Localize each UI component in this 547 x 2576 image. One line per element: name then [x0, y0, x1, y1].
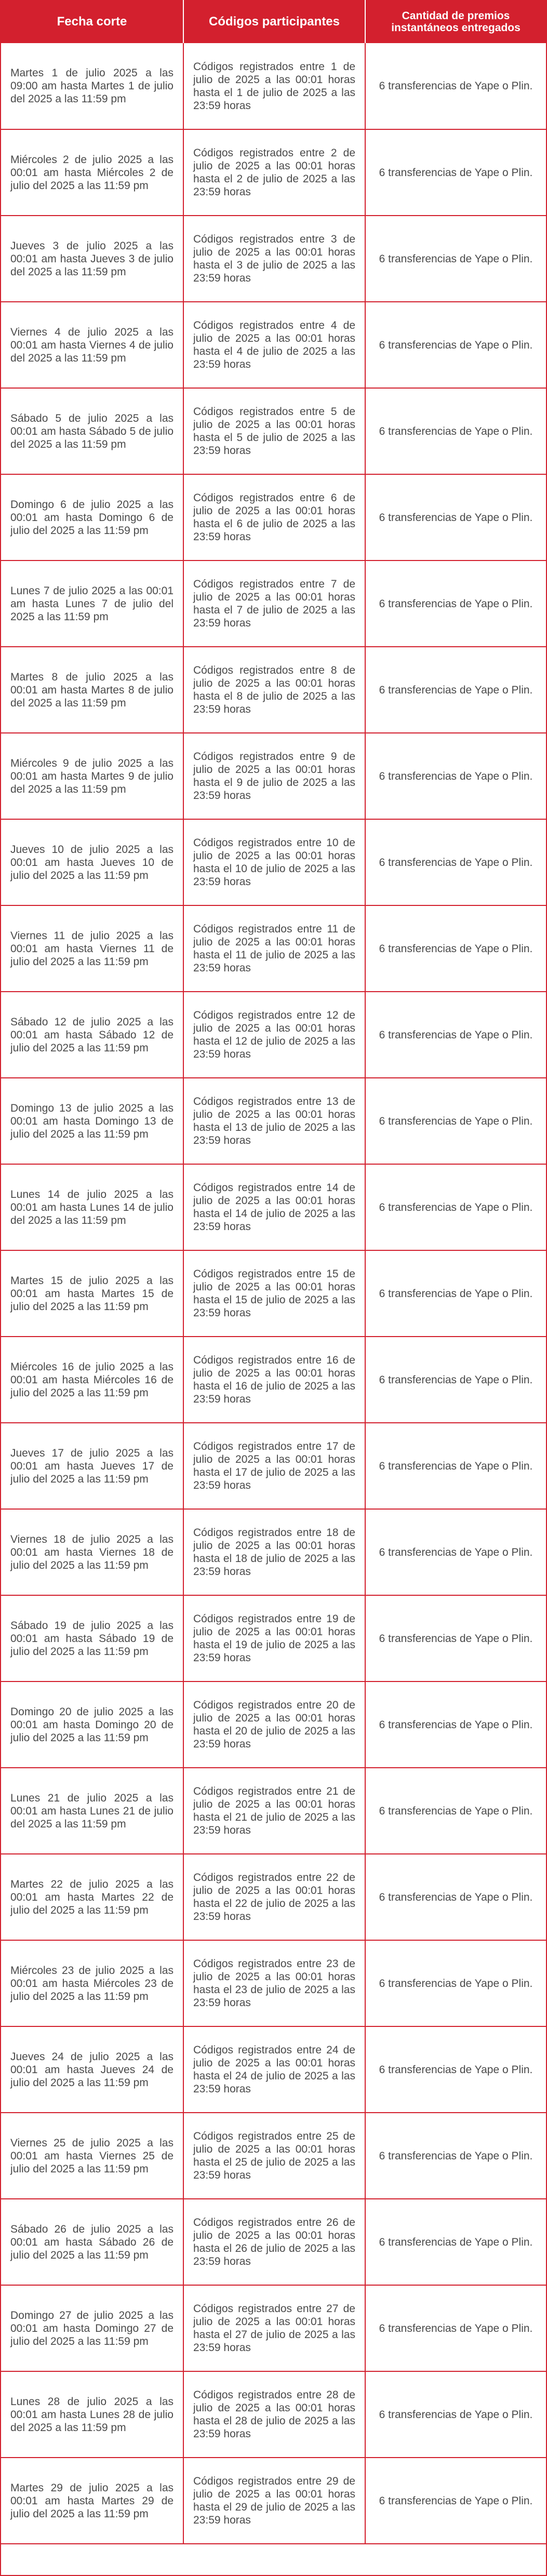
table-row — [1, 302, 546, 388]
cell-cantidad-premios: 6 transferencias de Yape o Plin. — [365, 819, 546, 905]
cell-cantidad-premios: 6 transferencias de Yape o Plin. — [365, 992, 546, 1078]
table-row — [1, 1078, 546, 1164]
cell-fecha-corte: Domingo 27 de julio 2025 a las 00:01 am hasta Domingo 27 de julio del 2025 a las 11:59 pm — [1, 2285, 183, 2371]
cell-cantidad-premios: 6 transferencias de Yape o Plin. — [365, 1940, 546, 2026]
cell-fecha-corte: Viernes 18 de julio 2025 a las 00:01 am hasta Viernes 18 de julio del 2025 a las 11:59 pm — [1, 1509, 183, 1595]
cell-fecha-corte: Viernes 4 de julio 2025 a las 00:01 am hasta Viernes 4 de julio del 2025 a las 11:59 pm — [1, 302, 183, 388]
table-row — [1, 647, 546, 733]
cell-cantidad-premios: 6 transferencias de Yape o Plin. — [365, 1337, 546, 1423]
table-row — [1, 2285, 546, 2371]
cell-cantidad-premios: 6 transferencias de Yape o Plin. — [365, 43, 546, 129]
cell-cantidad-premios: 6 transferencias de Yape o Plin. — [365, 1595, 546, 1681]
cell-fecha-corte: Martes 8 de julio 2025 a las 00:01 am hasta Martes 8 de julio del 2025 a las 11:59 pm — [1, 647, 183, 733]
table-row — [1, 2199, 546, 2285]
cell-cantidad-premios: 6 transferencias de Yape o Plin. — [365, 129, 546, 216]
cell-codigos-participantes: Códigos registrados entre 2 de julio de 2025 a las 00:01 horas hasta el 2 de julio de 2025 a las 23:59 horas — [183, 129, 365, 216]
cell-codigos-participantes: Códigos registrados entre 21 de julio de 2025 a las 00:01 horas hasta el 21 de julio de 2025 a las 23:59 horas — [183, 1768, 365, 1854]
cell-fecha-corte: Sábado 12 de julio 2025 a las 00:01 am hasta Sábado 12 de julio del 2025 a las 11:59 pm — [1, 992, 183, 1078]
cell-fecha-corte: Martes 29 de julio 2025 a las 00:01 am hasta Martes 29 de julio del 2025 a las 11:59 pm — [1, 2458, 183, 2544]
cell-codigos-participantes: Códigos registrados entre 13 de julio de 2025 a las 00:01 horas hasta el 13 de julio de 2025 a las 23:59 horas — [183, 1078, 365, 1164]
cell-fecha-corte: Sábado 26 de julio 2025 a las 00:01 am hasta Sábado 26 de julio del 2025 a las 11:59 pm — [1, 2199, 183, 2285]
cell-cantidad-premios: 6 transferencias de Yape o Plin. — [365, 905, 546, 992]
table-row — [1, 43, 546, 129]
cell-fecha-corte: Viernes 25 de julio 2025 a las 00:01 am hasta Viernes 25 de julio del 2025 a las 11:59 pm — [1, 2113, 183, 2199]
cell-cantidad-premios: 6 transferencias de Yape o Plin. — [365, 1164, 546, 1250]
cell-codigos-participantes: Códigos registrados entre 15 de julio de 2025 a las 00:01 horas hasta el 15 de julio de 2025 a las 23:59 horas — [183, 1250, 365, 1337]
cell-cantidad-premios: 6 transferencias de Yape o Plin. — [365, 647, 546, 733]
cell-codigos-participantes: Códigos registrados entre 17 de julio de 2025 a las 00:01 horas hasta el 17 de julio de 2025 a las 23:59 horas — [183, 1423, 365, 1509]
cell-codigos-participantes: Códigos registrados entre 19 de julio de 2025 a las 00:01 horas hasta el 19 de julio de 2025 a las 23:59 horas — [183, 1595, 365, 1681]
cell-fecha-corte: Martes 22 de julio 2025 a las 00:01 am hasta Martes 22 de julio del 2025 a las 11:59 pm — [1, 1854, 183, 1940]
cell-fecha-corte: Martes 15 de julio 2025 a las 00:01 am hasta Martes 15 de julio del 2025 a las 11:59 pm — [1, 1250, 183, 1337]
cell-fecha-corte: Lunes 28 de julio 2025 a las 00:01 am hasta Lunes 28 de julio del 2025 a las 11:59 pm — [1, 2371, 183, 2458]
table-row — [1, 1681, 546, 1768]
cell-codigos-participantes: Códigos registrados entre 10 de julio de 2025 a las 00:01 horas hasta el 10 de julio de 2025 a las 23:59 horas — [183, 819, 365, 905]
cell-fecha-corte: Lunes 14 de julio 2025 a las 00:01 am hasta Lunes 14 de julio del 2025 a las 11:59 pm — [1, 1164, 183, 1250]
cell-cantidad-premios: 6 transferencias de Yape o Plin. — [365, 1681, 546, 1768]
table-row — [1, 2458, 546, 2544]
table-row — [1, 1854, 546, 1940]
cell-cantidad-premios: 6 transferencias de Yape o Plin. — [365, 2371, 546, 2458]
header-cantidad-premios: Cantidad de premios instantáneos entregados — [365, 0, 546, 43]
cell-fecha-corte: Miércoles 2 de julio 2025 a las 00:01 am hasta Miércoles 2 de julio del 2025 a las 11:59 pm — [1, 129, 183, 216]
table-header — [1, 0, 546, 43]
table-row — [1, 1250, 546, 1337]
table-row — [1, 1595, 546, 1681]
cell-cantidad-premios: 6 transferencias de Yape o Plin. — [365, 2285, 546, 2371]
cell-codigos-participantes: Códigos registrados entre 3 de julio de 2025 a las 00:01 horas hasta el 3 de julio de 2025 a las 23:59 horas — [183, 216, 365, 302]
cell-cantidad-premios: 6 transferencias de Yape o Plin. — [365, 474, 546, 560]
cell-fecha-corte: Lunes 7 de julio 2025 a las 00:01 am hasta Lunes 7 de julio del 2025 a las 11:59 pm — [1, 560, 183, 647]
table-row — [1, 474, 546, 560]
cell-codigos-participantes: Códigos registrados entre 1 de julio de 2025 a las 00:01 horas hasta el 1 de julio de 2025 a las 23:59 horas — [183, 43, 365, 129]
cell-fecha-corte: Domingo 20 de julio 2025 a las 00:01 am hasta Domingo 20 de julio del 2025 a las 11:59 pm — [1, 1681, 183, 1768]
cell-codigos-participantes: Códigos registrados entre 6 de julio de 2025 a las 00:01 horas hasta el 6 de julio de 2025 a las 23:59 horas — [183, 474, 365, 560]
cell-cantidad-premios: 6 transferencias de Yape o Plin. — [365, 2458, 546, 2544]
table-row — [1, 1509, 546, 1595]
cell-fecha-corte: Miércoles 9 de julio 2025 a las 00:01 am hasta Martes 9 de julio del 2025 a las 11:59 pm — [1, 733, 183, 819]
schedule-table — [1, 0, 546, 2544]
cell-fecha-corte: Miércoles 23 de julio 2025 a las 00:01 am hasta Miércoles 23 de julio del 2025 a las 11:59 pm — [1, 1940, 183, 2026]
table-row — [1, 1423, 546, 1509]
table-row — [1, 2371, 546, 2458]
table-row — [1, 992, 546, 1078]
cell-cantidad-premios: 6 transferencias de Yape o Plin. — [365, 1078, 546, 1164]
table-row — [1, 560, 546, 647]
cell-fecha-corte: Jueves 3 de julio 2025 a las 00:01 am hasta Jueves 3 de julio del 2025 a las 11:59 pm — [1, 216, 183, 302]
cell-fecha-corte: Jueves 10 de julio 2025 a las 00:01 am hasta Jueves 10 de julio del 2025 a las 11:59 pm — [1, 819, 183, 905]
table-body — [1, 43, 546, 2544]
header-fecha-corte: Fecha corte — [1, 0, 183, 43]
cell-codigos-participantes: Códigos registrados entre 24 de julio de 2025 a las 00:01 horas hasta el 24 de julio de 2025 a las 23:59 horas — [183, 2026, 365, 2113]
cell-codigos-participantes: Códigos registrados entre 28 de julio de 2025 a las 00:01 horas hasta el 28 de julio de 2025 a las 23:59 horas — [183, 2371, 365, 2458]
cell-cantidad-premios: 6 transferencias de Yape o Plin. — [365, 216, 546, 302]
table-row — [1, 1768, 546, 1854]
table-row — [1, 216, 546, 302]
cell-cantidad-premios: 6 transferencias de Yape o Plin. — [365, 1423, 546, 1509]
table-row — [1, 388, 546, 474]
cell-codigos-participantes: Códigos registrados entre 14 de julio de 2025 a las 00:01 horas hasta el 14 de julio de 2025 a las 23:59 horas — [183, 1164, 365, 1250]
cell-codigos-participantes: Códigos registrados entre 8 de julio de 2025 a las 00:01 horas hasta el 8 de julio de 2025 a las 23:59 horas — [183, 647, 365, 733]
cell-fecha-corte: Sábado 5 de julio 2025 a las 00:01 am hasta Sábado 5 de julio del 2025 a las 11:59 pm — [1, 388, 183, 474]
cell-codigos-participantes: Códigos registrados entre 26 de julio de 2025 a las 00:01 horas hasta el 26 de julio de 2025 a las 23:59 horas — [183, 2199, 365, 2285]
cell-cantidad-premios: 6 transferencias de Yape o Plin. — [365, 302, 546, 388]
cell-fecha-corte: Viernes 11 de julio 2025 a las 00:01 am hasta Viernes 11 de julio del 2025 a las 11:59 pm — [1, 905, 183, 992]
cell-codigos-participantes: Códigos registrados entre 16 de julio de 2025 a las 00:01 horas hasta el 16 de julio de 2025 a las 23:59 horas — [183, 1337, 365, 1423]
cell-codigos-participantes: Códigos registrados entre 11 de julio de 2025 a las 00:01 horas hasta el 11 de julio de 2025 a las 23:59 horas — [183, 905, 365, 992]
cell-fecha-corte: Miércoles 16 de julio 2025 a las 00:01 am hasta Miércoles 16 de julio del 2025 a las 11:59 pm — [1, 1337, 183, 1423]
cell-codigos-participantes: Códigos registrados entre 25 de julio de 2025 a las 00:01 horas hasta el 25 de julio de 2025 a las 23:59 horas — [183, 2113, 365, 2199]
header-codigos-participantes: Códigos participantes — [183, 0, 365, 43]
cell-fecha-corte: Domingo 13 de julio 2025 a las 00:01 am hasta Domingo 13 de julio del 2025 a las 11:59 pm — [1, 1078, 183, 1164]
cell-codigos-participantes: Códigos registrados entre 29 de julio de 2025 a las 00:01 horas hasta el 29 de julio de 2025 a las 23:59 horas — [183, 2458, 365, 2544]
cell-cantidad-premios: 6 transferencias de Yape o Plin. — [365, 560, 546, 647]
table-row — [1, 1337, 546, 1423]
cell-codigos-participantes: Códigos registrados entre 12 de julio de 2025 a las 00:01 horas hasta el 12 de julio de 2025 a las 23:59 horas — [183, 992, 365, 1078]
cell-codigos-participantes: Códigos registrados entre 22 de julio de 2025 a las 00:01 horas hasta el 22 de julio de 2025 a las 23:59 horas — [183, 1854, 365, 1940]
cell-fecha-corte: Lunes 21 de julio 2025 a las 00:01 am hasta Lunes 21 de julio del 2025 a las 11:59 pm — [1, 1768, 183, 1854]
cell-codigos-participantes: Códigos registrados entre 9 de julio de 2025 a las 00:01 horas hasta el 9 de julio de 2025 a las 23:59 horas — [183, 733, 365, 819]
cell-cantidad-premios: 6 transferencias de Yape o Plin. — [365, 2113, 546, 2199]
cell-cantidad-premios: 6 transferencias de Yape o Plin. — [365, 2199, 546, 2285]
table-row — [1, 819, 546, 905]
cell-cantidad-premios: 6 transferencias de Yape o Plin. — [365, 2026, 546, 2113]
cell-fecha-corte: Jueves 24 de julio 2025 a las 00:01 am hasta Jueves 24 de julio del 2025 a las 11:59 pm — [1, 2026, 183, 2113]
cell-cantidad-premios: 6 transferencias de Yape o Plin. — [365, 1768, 546, 1854]
cell-cantidad-premios: 6 transferencias de Yape o Plin. — [365, 388, 546, 474]
cell-cantidad-premios: 6 transferencias de Yape o Plin. — [365, 1250, 546, 1337]
cell-fecha-corte: Sábado 19 de julio 2025 a las 00:01 am hasta Sábado 19 de julio del 2025 a las 11:59 pm — [1, 1595, 183, 1681]
cell-cantidad-premios: 6 transferencias de Yape o Plin. — [365, 1854, 546, 1940]
cell-cantidad-premios: 6 transferencias de Yape o Plin. — [365, 733, 546, 819]
table-row — [1, 2113, 546, 2199]
table-row — [1, 129, 546, 216]
cell-codigos-participantes: Códigos registrados entre 20 de julio de 2025 a las 00:01 horas hasta el 20 de julio de 2025 a las 23:59 horas — [183, 1681, 365, 1768]
cell-codigos-participantes: Códigos registrados entre 4 de julio de 2025 a las 00:01 horas hasta el 4 de julio de 2025 a las 23:59 horas — [183, 302, 365, 388]
table-row — [1, 2026, 546, 2113]
cell-fecha-corte: Martes 1 de julio 2025 a las 09:00 am hasta Martes 1 de julio del 2025 a las 11:59 pm — [1, 43, 183, 129]
table-row — [1, 905, 546, 992]
table-row — [1, 733, 546, 819]
cell-codigos-participantes: Códigos registrados entre 27 de julio de 2025 a las 00:01 horas hasta el 27 de julio de 2025 a las 23:59 horas — [183, 2285, 365, 2371]
header-row — [1, 0, 546, 43]
cell-codigos-participantes: Códigos registrados entre 7 de julio de 2025 a las 00:01 horas hasta el 7 de julio de 2025 a las 23:59 horas — [183, 560, 365, 647]
cell-codigos-participantes: Códigos registrados entre 18 de julio de 2025 a las 00:01 horas hasta el 18 de julio de 2025 a las 23:59 horas — [183, 1509, 365, 1595]
cell-codigos-participantes: Códigos registrados entre 5 de julio de 2025 a las 00:01 horas hasta el 5 de julio de 2025 a las 23:59 horas — [183, 388, 365, 474]
table-row — [1, 1164, 546, 1250]
cell-fecha-corte: Jueves 17 de julio 2025 a las 00:01 am hasta Jueves 17 de julio del 2025 a las 11:59 pm — [1, 1423, 183, 1509]
cell-codigos-participantes: Códigos registrados entre 23 de julio de 2025 a las 00:01 horas hasta el 23 de julio de 2025 a las 23:59 horas — [183, 1940, 365, 2026]
cell-fecha-corte: Domingo 6 de julio 2025 a las 00:01 am hasta Domingo 6 de julio del 2025 a las 11:59 pm — [1, 474, 183, 560]
table-row — [1, 1940, 546, 2026]
cell-cantidad-premios: 6 transferencias de Yape o Plin. — [365, 1509, 546, 1595]
